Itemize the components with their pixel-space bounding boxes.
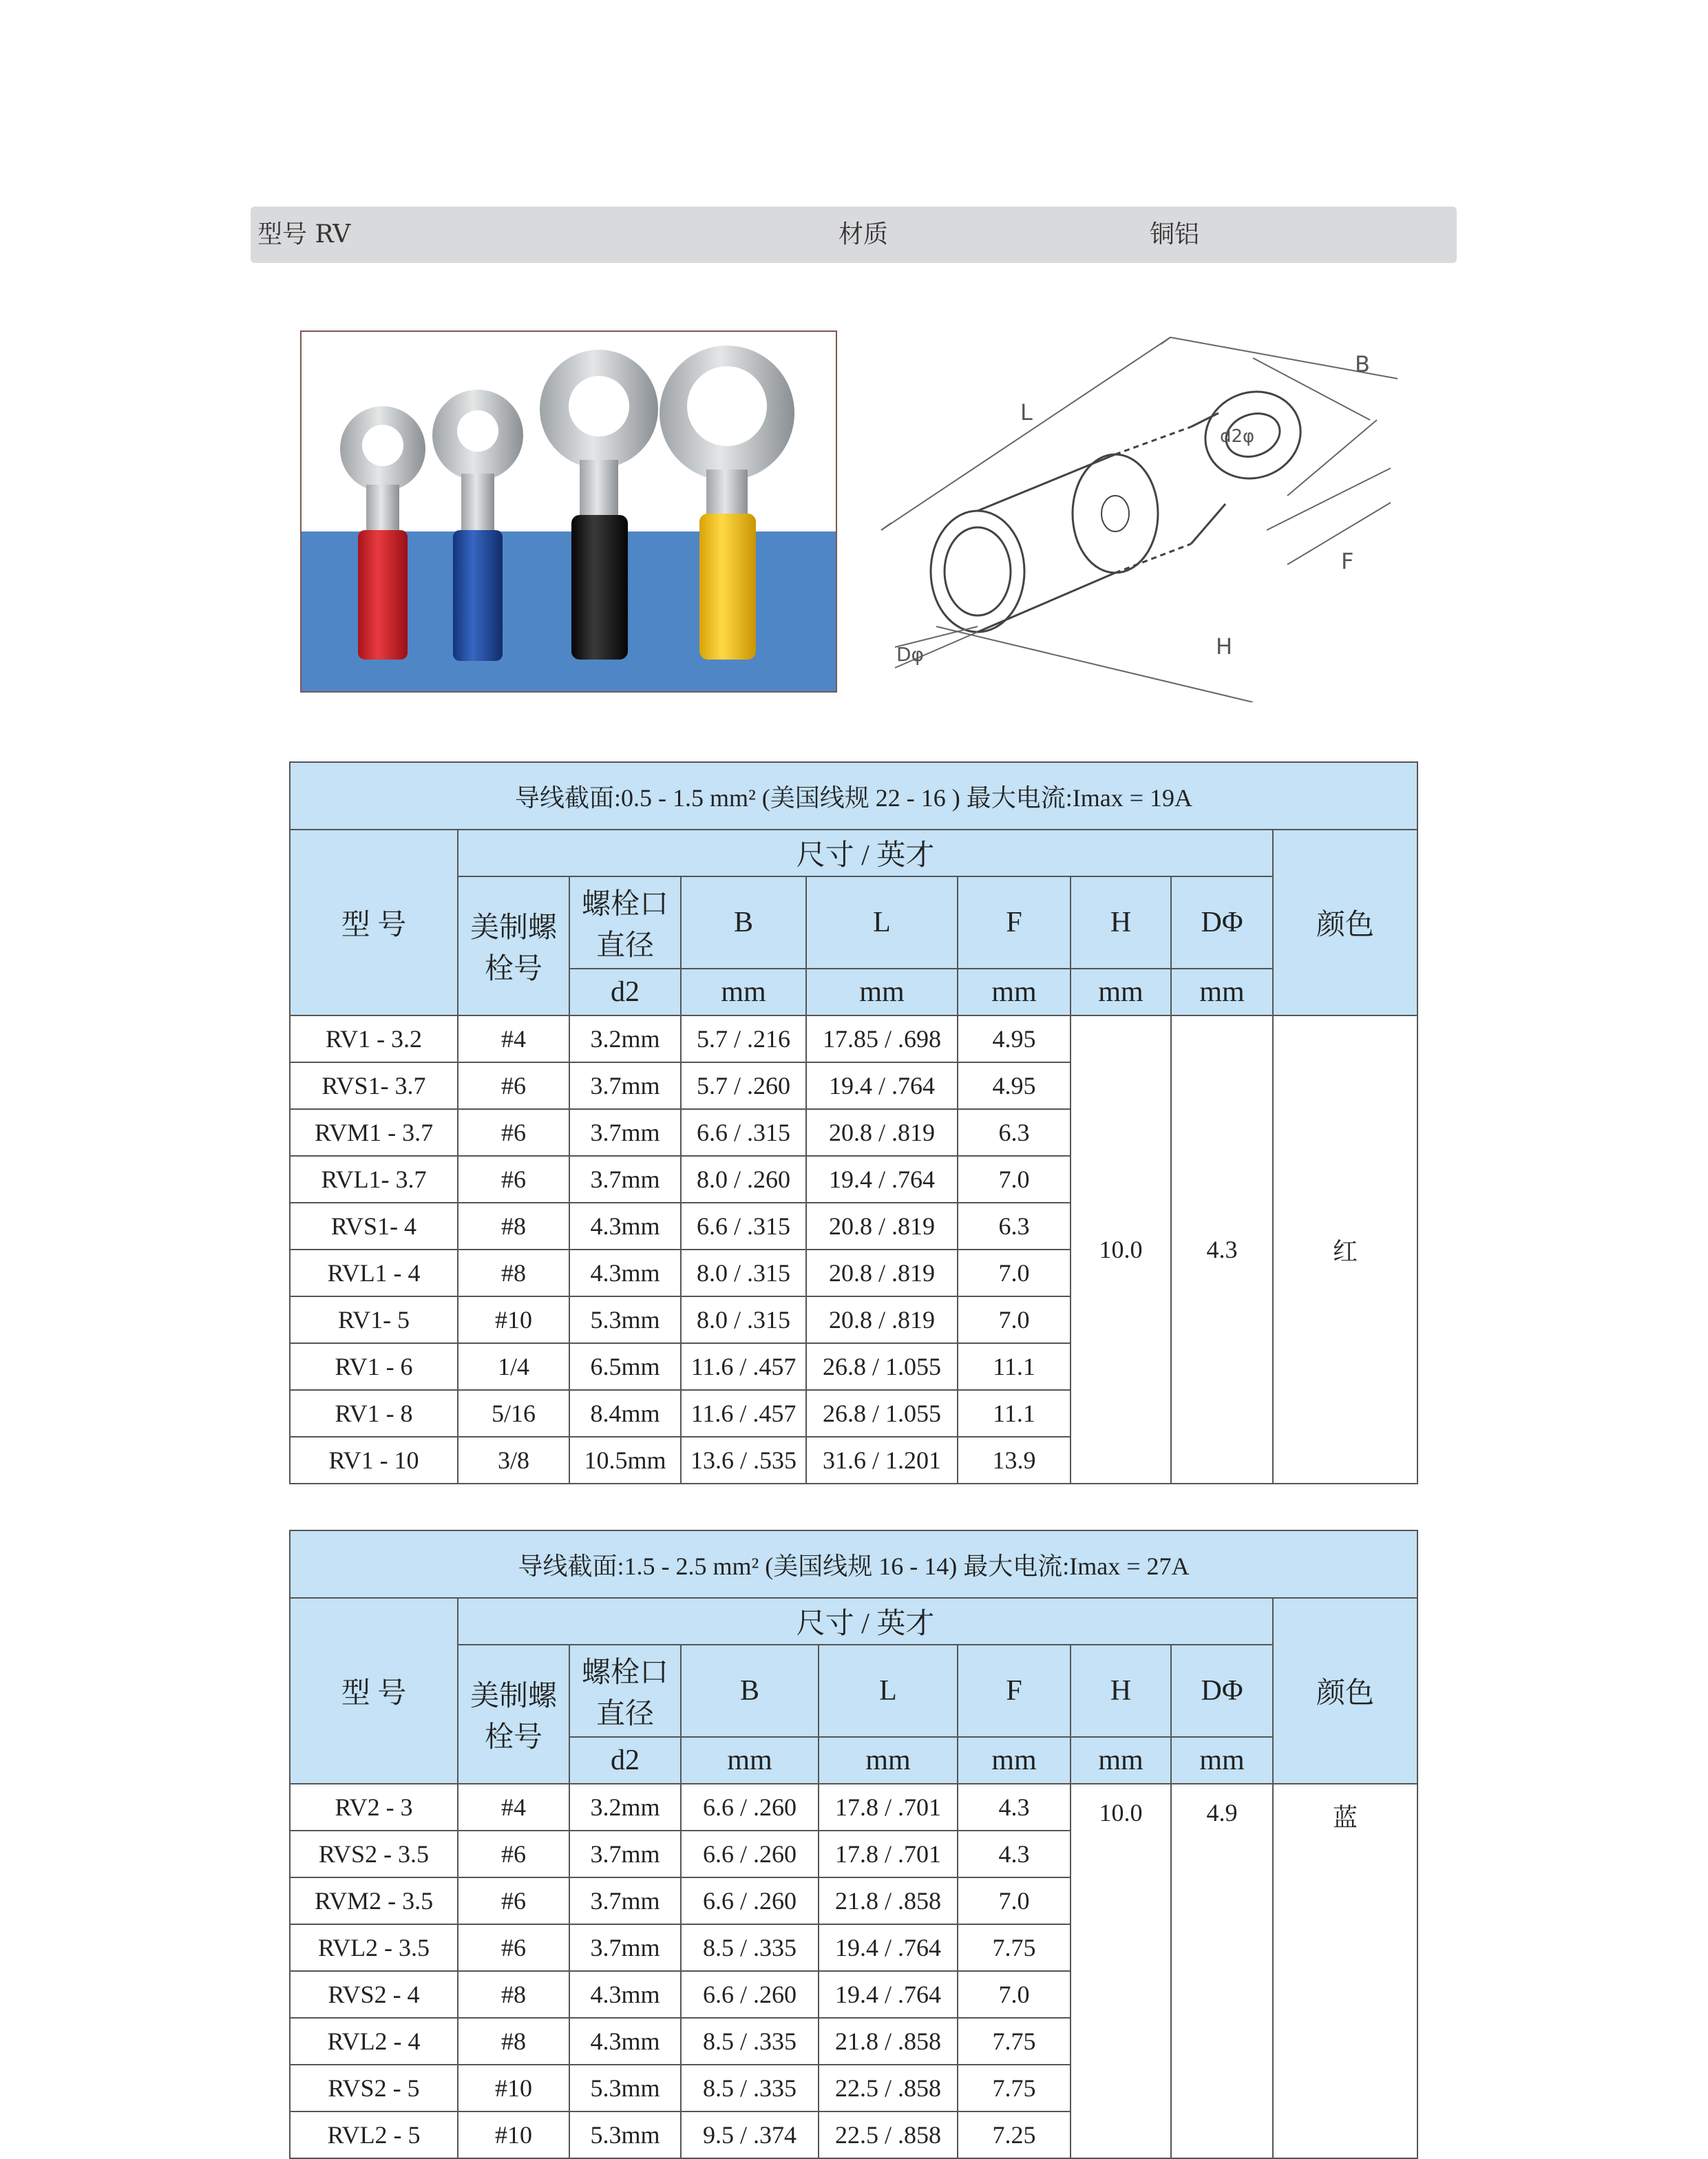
cell-bolt: #4	[458, 1015, 569, 1062]
color-header: 颜色	[1273, 830, 1417, 1015]
cell-F: 11.1	[958, 1343, 1071, 1390]
cell-F: 13.9	[958, 1437, 1071, 1484]
cell-model: RVL2 - 5	[290, 2111, 458, 2158]
cell-L: 19.4 / .764	[819, 1924, 958, 1971]
cell-d2: 8.4mm	[569, 1390, 681, 1437]
cell-model: RVL1- 3.7	[290, 1156, 458, 1203]
cell-F: 7.75	[958, 2018, 1071, 2065]
cell-L: 20.8 / .819	[806, 1296, 958, 1343]
label-L: L	[1020, 399, 1033, 425]
cell-L: 19.4 / .764	[819, 1971, 958, 2018]
cell-color: 蓝	[1273, 1784, 1417, 2158]
cell-L: 21.8 / .858	[819, 1877, 958, 1924]
cell-d2: 4.3mm	[569, 1203, 681, 1250]
cell-F: 7.0	[958, 1250, 1071, 1296]
cell-B: 8.5 / .335	[681, 2065, 819, 2111]
cell-bolt: #6	[458, 1156, 569, 1203]
cell-model: RV2 - 3	[290, 1784, 458, 1831]
model-header: 型 号	[290, 830, 458, 1015]
cell-F: 7.0	[958, 1877, 1071, 1924]
cell-B: 5.7 / .260	[681, 1062, 806, 1109]
cell-model: RV1 - 10	[290, 1437, 458, 1484]
cell-L: 21.8 / .858	[819, 2018, 958, 2065]
cell-L: 31.6 / 1.201	[806, 1437, 958, 1484]
cell-L: 19.4 / .764	[806, 1156, 958, 1203]
bolt-diameter-header: 螺栓口 直径	[569, 876, 681, 969]
cell-model: RVS1- 4	[290, 1203, 458, 1250]
us-bolt-header: 美制螺 栓号	[458, 1645, 569, 1784]
d2-header: d2	[569, 969, 681, 1015]
label-F: F	[1341, 548, 1354, 574]
unit-cell: mm	[1071, 1737, 1171, 1784]
cell-L: 22.5 / .858	[819, 2065, 958, 2111]
cell-bolt: #6	[458, 1877, 569, 1924]
DPhi-header: DΦ	[1171, 876, 1273, 969]
spec-table-2	[289, 1530, 1418, 2159]
cell-B: 8.5 / .335	[681, 1924, 819, 1971]
cell-B: 8.0 / .315	[681, 1250, 806, 1296]
unit-cell: mm	[1171, 969, 1273, 1015]
terminal-drawing	[931, 379, 1313, 632]
cell-bolt: #6	[458, 1924, 569, 1971]
cell-bolt: #10	[458, 2111, 569, 2158]
cell-B: 6.6 / .315	[681, 1203, 806, 1250]
cell-d2: 4.3mm	[569, 1971, 681, 2018]
model-label: 型号 RV	[257, 220, 351, 249]
model-header: 型 号	[290, 1598, 458, 1784]
cell-d2: 3.7mm	[569, 1062, 681, 1109]
cell-bolt: #8	[458, 2018, 569, 2065]
cell-model: RVM1 - 3.7	[290, 1109, 458, 1156]
cell-B: 8.5 / .335	[681, 2018, 819, 2065]
B-header: B	[681, 1645, 819, 1737]
L-header: L	[819, 1645, 958, 1737]
spec-table-1	[289, 761, 1418, 1484]
cell-d2: 4.3mm	[569, 2018, 681, 2065]
unit-cell: mm	[819, 1737, 958, 1784]
cell-L: 26.8 / 1.055	[806, 1390, 958, 1437]
unit-cell: mm	[958, 1737, 1071, 1784]
cell-F: 7.25	[958, 2111, 1071, 2158]
cell-B: 9.5 / .374	[681, 2111, 819, 2158]
F-header: F	[958, 876, 1071, 969]
cell-d2: 3.7mm	[569, 1877, 681, 1924]
cell-model: RVS2 - 4	[290, 1971, 458, 2018]
H-header: H	[1071, 876, 1171, 969]
label-D: Dφ	[896, 643, 925, 666]
label-B: B	[1355, 351, 1370, 377]
cell-L: 22.5 / .858	[819, 2111, 958, 2158]
cell-d2: 5.3mm	[569, 2065, 681, 2111]
table-row	[290, 1784, 1417, 1831]
cell-F: 4.95	[958, 1015, 1071, 1062]
dimension-lines	[881, 337, 1398, 702]
header-bar	[251, 207, 1457, 263]
cell-bolt: #4	[458, 1784, 569, 1831]
cell-F: 7.75	[958, 2065, 1071, 2111]
cell-bolt: #8	[458, 1203, 569, 1250]
product-photo	[300, 330, 837, 693]
cell-bolt: 5/16	[458, 1390, 569, 1437]
cell-B: 5.7 / .216	[681, 1015, 806, 1062]
cell-bolt: #10	[458, 1296, 569, 1343]
DPhi-header: DΦ	[1171, 1645, 1273, 1737]
cell-L: 20.8 / .819	[806, 1109, 958, 1156]
cell-bolt: #10	[458, 2065, 569, 2111]
cell-bolt: 3/8	[458, 1437, 569, 1484]
label-H: H	[1216, 633, 1233, 660]
cell-model: RVL2 - 4	[290, 2018, 458, 2065]
size-inch-header: 尺寸 / 英才	[458, 1598, 1273, 1645]
cell-d2: 3.7mm	[569, 1156, 681, 1203]
cell-L: 19.4 / .764	[806, 1062, 958, 1109]
L-header: L	[806, 876, 958, 969]
F-header: F	[958, 1645, 1071, 1737]
cell-B: 11.6 / .457	[681, 1390, 806, 1437]
cell-F: 6.3	[958, 1109, 1071, 1156]
unit-cell: mm	[806, 969, 958, 1015]
cell-B: 8.0 / .260	[681, 1156, 806, 1203]
cell-bolt: #8	[458, 1250, 569, 1296]
cell-color: 红	[1273, 1015, 1417, 1484]
dimension-diagram	[867, 324, 1411, 702]
cell-bolt: #6	[458, 1062, 569, 1109]
d2-header: d2	[569, 1737, 681, 1784]
cell-F: 7.0	[958, 1971, 1071, 2018]
cell-L: 26.8 / 1.055	[806, 1343, 958, 1390]
cell-model: RV1 - 3.2	[290, 1015, 458, 1062]
unit-cell: mm	[1171, 1737, 1273, 1784]
cell-L: 20.8 / .819	[806, 1203, 958, 1250]
size-inch-header: 尺寸 / 英才	[458, 830, 1273, 876]
material-value: 铜铝	[1150, 220, 1200, 249]
cell-model: RVS1- 3.7	[290, 1062, 458, 1109]
cell-F: 11.1	[958, 1390, 1071, 1437]
cell-d2: 3.2mm	[569, 1784, 681, 1831]
cell-L: 20.8 / .819	[806, 1250, 958, 1296]
cell-model: RV1 - 8	[290, 1390, 458, 1437]
cell-B: 6.6 / .260	[681, 1971, 819, 2018]
cell-model: RVS2 - 3.5	[290, 1831, 458, 1877]
cell-d2: 5.3mm	[569, 2111, 681, 2158]
cell-d2: 10.5mm	[569, 1437, 681, 1484]
B-header: B	[681, 876, 806, 969]
cell-model: RVL2 - 3.5	[290, 1924, 458, 1971]
unit-cell: mm	[681, 1737, 819, 1784]
unit-cell: mm	[958, 969, 1071, 1015]
cell-B: 6.6 / .260	[681, 1831, 819, 1877]
cell-F: 4.3	[958, 1784, 1071, 1831]
label-d2: d2φ	[1220, 426, 1255, 447]
cell-L: 17.8 / .701	[819, 1831, 958, 1877]
cell-model: RVL1 - 4	[290, 1250, 458, 1296]
cell-d2: 3.7mm	[569, 1924, 681, 1971]
cell-B: 6.6 / .260	[681, 1784, 819, 1831]
cell-H: 10.0	[1071, 1784, 1171, 2158]
us-bolt-header: 美制螺 栓号	[458, 876, 569, 1015]
cell-F: 4.95	[958, 1062, 1071, 1109]
cell-bolt: #6	[458, 1109, 569, 1156]
cell-bolt: 1/4	[458, 1343, 569, 1390]
cell-F: 7.0	[958, 1296, 1071, 1343]
cell-bolt: #8	[458, 1971, 569, 2018]
cell-B: 6.6 / .260	[681, 1877, 819, 1924]
cell-d2: 3.7mm	[569, 1109, 681, 1156]
cell-F: 7.0	[958, 1156, 1071, 1203]
cell-F: 4.3	[958, 1831, 1071, 1877]
cell-model: RV1- 5	[290, 1296, 458, 1343]
cell-d2: 5.3mm	[569, 1296, 681, 1343]
cell-B: 11.6 / .457	[681, 1343, 806, 1390]
cell-bolt: #6	[458, 1831, 569, 1877]
cell-L: 17.85 / .698	[806, 1015, 958, 1062]
H-header: H	[1071, 1645, 1171, 1737]
cell-B: 8.0 / .315	[681, 1296, 806, 1343]
cell-d2: 3.2mm	[569, 1015, 681, 1062]
table-1-title: 导线截面:0.5 - 1.5 mm² (美国线规 22 - 16 ) 最大电流:Imax = 19A	[290, 762, 1417, 830]
cell-d2: 6.5mm	[569, 1343, 681, 1390]
cell-model: RVS2 - 5	[290, 2065, 458, 2111]
color-header: 颜色	[1273, 1598, 1417, 1784]
material-label: 材质	[839, 220, 889, 249]
cell-F: 7.75	[958, 1924, 1071, 1971]
cell-B: 6.6 / .315	[681, 1109, 806, 1156]
unit-cell: mm	[681, 969, 806, 1015]
cell-B: 13.6 / .535	[681, 1437, 806, 1484]
unit-cell: mm	[1071, 969, 1171, 1015]
terminals-illustration	[302, 332, 836, 691]
cell-d2: 3.7mm	[569, 1831, 681, 1877]
cell-d2: 4.3mm	[569, 1250, 681, 1296]
table-2-title: 导线截面:1.5 - 2.5 mm² (美国线规 16 - 14) 最大电流:Imax = 27A	[290, 1530, 1417, 1598]
cell-DPhi: 4.3	[1171, 1015, 1273, 1484]
bolt-diameter-header: 螺栓口 直径	[569, 1645, 681, 1737]
table-row	[290, 1015, 1417, 1062]
cell-DPhi: 4.9	[1171, 1784, 1273, 2158]
cell-model: RVM2 - 3.5	[290, 1877, 458, 1924]
cell-H: 10.0	[1071, 1015, 1171, 1484]
cell-F: 6.3	[958, 1203, 1071, 1250]
cell-L: 17.8 / .701	[819, 1784, 958, 1831]
cell-model: RV1 - 6	[290, 1343, 458, 1390]
